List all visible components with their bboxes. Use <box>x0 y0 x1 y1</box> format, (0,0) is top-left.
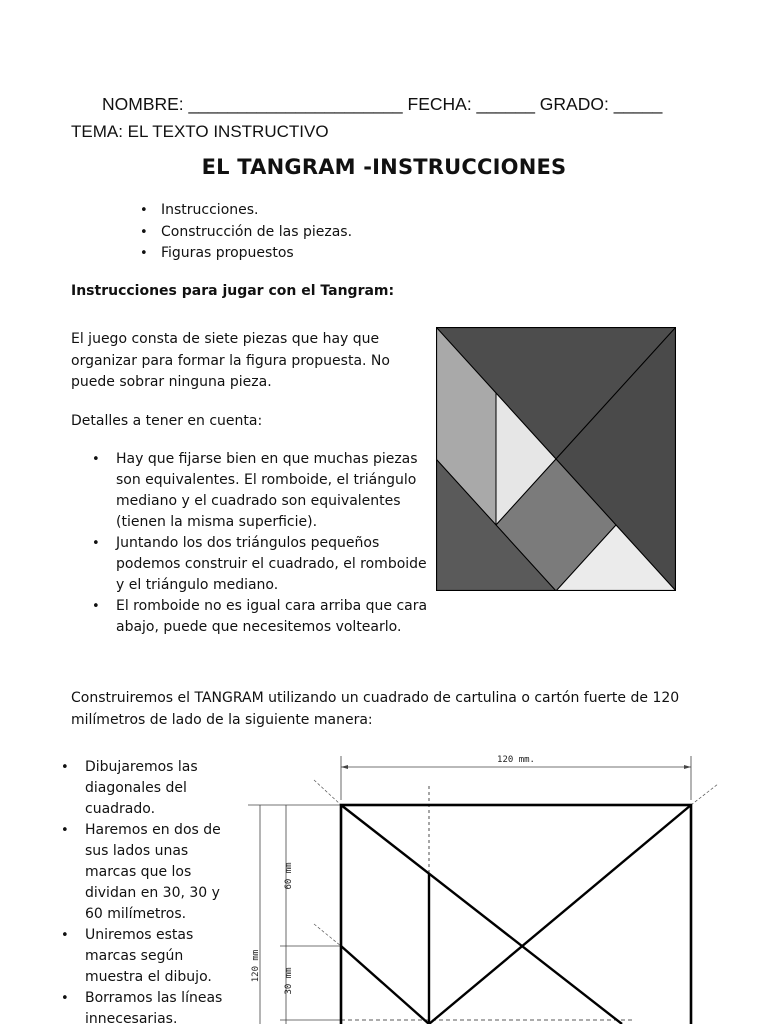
diagonal-line <box>341 805 622 1024</box>
details-list <box>116 449 436 638</box>
diagonal-line <box>429 805 691 1024</box>
list-item: • Figuras propuestos <box>161 243 352 265</box>
list-item: • Dibujaremos las diagonales del cuadrado. <box>85 757 235 820</box>
intro-paragraph: El juego consta de siete piezas que hay que organizar para formar la figura propuesta. No puede sobrar ninguna pieza. <box>71 331 390 390</box>
page-title: EL TANGRAM -INSTRUCCIONES <box>201 155 567 179</box>
list-item: • Construcción de las piezas. <box>161 222 352 244</box>
left-dimension-label: 120 mm <box>251 949 261 983</box>
contents-list <box>161 200 352 265</box>
header-fields: NOMBRE: ______________________ FECHA: ______ GRADO: _____ <box>102 94 663 114</box>
construction-paragraph: Construiremos el TANGRAM utilizando un cuadrado de cartulina o cartón fuerte de 120 milímetros de lado de la siguiente manera: <box>71 690 680 728</box>
dimension-60-label: 60 mm <box>284 862 294 890</box>
construction-steps <box>85 757 235 1030</box>
list-item: • Borramos las líneas innecesarias. <box>85 988 235 1030</box>
topic-line: TEMA: EL TEXTO INSTRUCTIVO <box>71 122 329 141</box>
list-item: • Hay que fijarse bien en que muchas piezas son equivalentes. El romboide, el triángulo mediano y el cuadrado son equivalentes (tienen la misma superficie). <box>116 449 436 533</box>
list-item: • Uniremos estas marcas según muestra el dibujo. <box>85 925 235 988</box>
list-item: • Haremos en dos de sus lados unas marcas que los dividan en 30, 30 y 60 milímetros. <box>85 820 235 925</box>
list-item: • El romboide no es igual cara arriba que cara abajo, puede que necesitemos voltearlo. <box>116 596 436 638</box>
top-dimension-label: 120 mm. <box>497 755 535 765</box>
details-label: Detalles a tener en cuenta: <box>71 413 263 429</box>
list-item: • Instrucciones. <box>161 200 352 222</box>
dimension-30-label: 30 mm <box>284 967 294 995</box>
tangram-illustration <box>436 327 676 591</box>
list-item: • Juntando los dos triángulos pequeños podemos construir el cuadrado, el romboide y el triángulo mediano. <box>116 533 436 596</box>
construction-line <box>341 946 429 1024</box>
section-heading: Instrucciones para jugar con el Tangram: <box>71 283 395 299</box>
construction-diagram <box>240 748 768 1024</box>
